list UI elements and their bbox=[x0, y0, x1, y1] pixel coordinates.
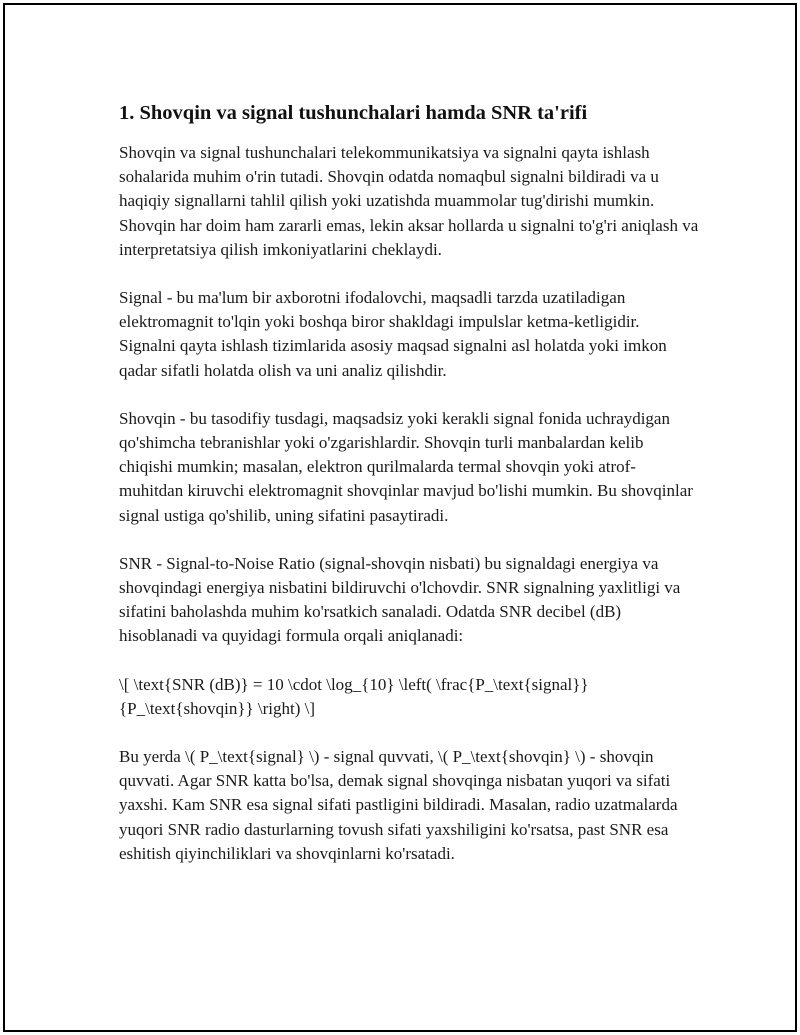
snr-formula: \[ \text{SNR (dB)} = 10 \cdot \log_{10} \left( \frac{P_\text{signal}}{P_\text{shovqin}} \right) \] bbox=[119, 674, 589, 718]
paragraph-formula-explanation: Bu yerda \( P_\text{signal} \) - signal quvvati, \( P_\text{shovqin} \) - shovqin quvvati. Agar SNR katta bo'lsa, demak signal shovqinga nisbatan yuqori va sifati yaxshi. Kam SNR esa signal sifati pastligini bildiradi. Masalan, radio uzatmalarda yuqori SNR radio dasturlarning tovush sifati yaxshiligini ko'rsatsa, past SNR esa eshitish qiyinchiliklari va shovqinlarni ko'rsatadi. bbox=[119, 747, 678, 863]
paragraph-signal-definition: Signal - bu ma'lum bir axborotni ifodalovchi, maqsadli tarzda uzatiladigan elektromagnit to'lqin yoki boshqa biror shakldagi impulslar ketma-ketligidir. Signalni qayta ishlash tizimlarida asosiy maqsad signalni asl holatda yoki imkon qadar sifatli holatda olish va uni analiz qilishdir. bbox=[119, 288, 667, 380]
page-frame bbox=[3, 3, 797, 1032]
document-body bbox=[119, 99, 699, 890]
paragraph-intro: Shovqin va signal tushunchalari telekommunikatsiya va signalni qayta ishlash sohalarida muhim o'rin tutadi. Shovqin odatda nomaqbul signalni bildiradi va u haqiqiy signallarni tahlil qilish yoki uzatishda muammolar tug'dirishi mumkin. Shovqin har doim ham zararli emas, lekin aksar hollarda u signalni to'g'ri aniqlash va interpretatsiya qilish imkoniyatlarini cheklaydi. bbox=[119, 143, 699, 259]
section-heading: 1. Shovqin va signal tushunchalari hamda SNR ta'rifi bbox=[119, 102, 588, 124]
paragraph-noise-definition: Shovqin - bu tasodifiy tusdagi, maqsadsiz yoki kerakli signal fonida uchraydigan qo'shimcha tebranishlar yoki o'zgarishlardir. Shovqin turli manbalardan kelib chiqishi mumkin; masalan, elektron qurilmalarda termal shovqin yoki atrof-muhitdan kiruvchi elektromagnit shovqinlar mavjud bo'lishi mumkin. Bu shovqinlar signal ustiga qo'shilib, uning sifatini pasaytiradi. bbox=[119, 408, 693, 525]
paragraph-snr-definition: SNR - Signal-to-Noise Ratio (signal-shovqin nisbati) bu signaldagi energiya va shovqindagi energiya nisbatini bildiruvchi o'lchovdir. SNR signalning yaxlitligi va sifatini baholashda muhim ko'rsatkich sanaladi. Odatda SNR decibel (dB) hisoblanadi va quyidagi formula orqali aniqlanadi: bbox=[119, 553, 681, 646]
